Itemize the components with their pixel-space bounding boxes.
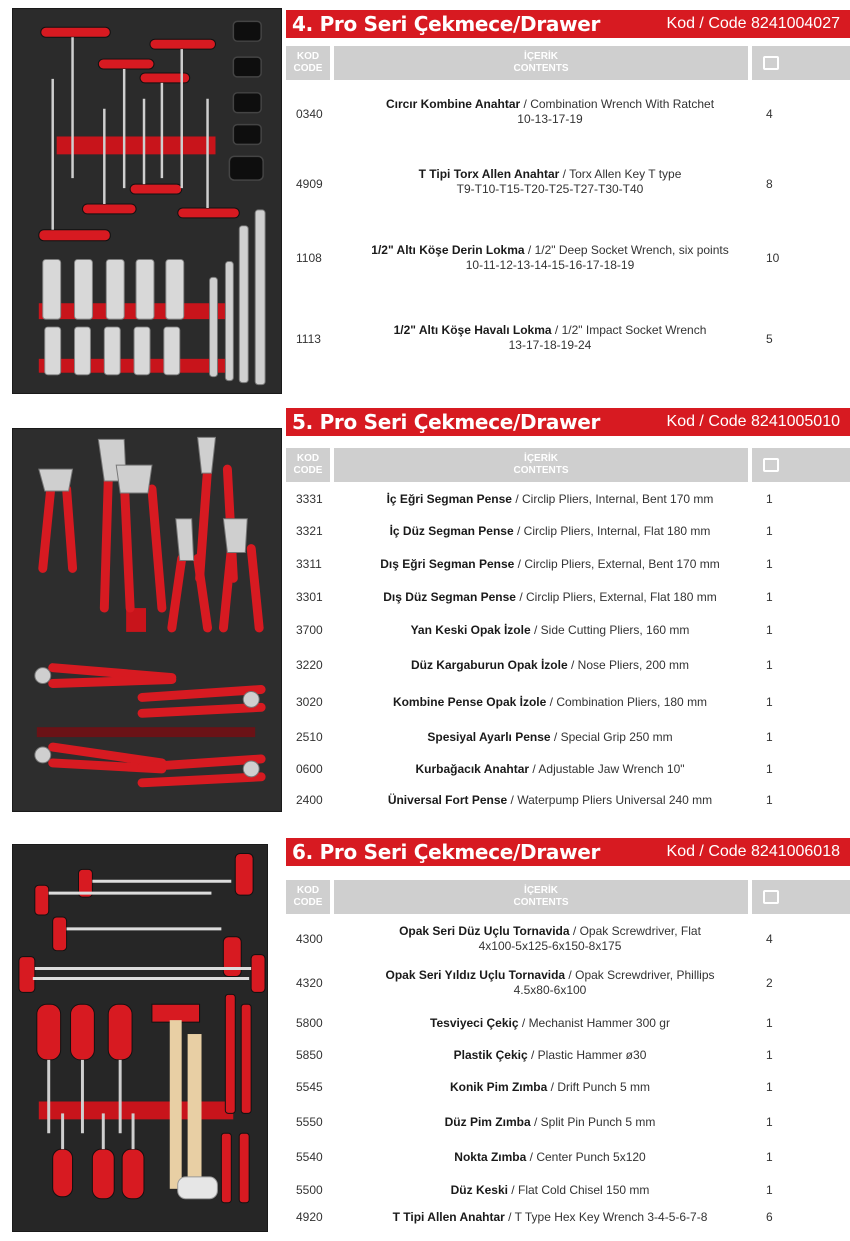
item-description: Cırcır Kombine Anahtar / Combination Wrench With Ratchet 10-13-17-19: [385, 97, 715, 126]
item-description: Plastik Çekiç / Plastic Hammer ø30: [453, 1048, 647, 1062]
item-code: 3301: [296, 590, 323, 604]
item-description: Düz Keski / Flat Cold Chisel 150 mm: [450, 1183, 650, 1197]
box-icon: [763, 56, 779, 70]
item-quantity: 1: [766, 762, 773, 776]
tool-drawer-photo-4: [12, 8, 282, 394]
item-description: 1/2" Altı Köşe Havalı Lokma / 1/2" Impact Socket Wrench 13-17-18-19-24: [393, 323, 707, 352]
item-quantity: 1: [766, 557, 773, 571]
item-code: 5850: [296, 1048, 323, 1062]
item-quantity: 2: [766, 976, 773, 990]
item-code: 3311: [296, 557, 322, 571]
item-description: Dış Düz Segman Pense / Circlip Pliers, External, Flat 180 mm: [383, 590, 717, 604]
item-code: 4920: [296, 1210, 323, 1224]
item-description: Kombine Pense Opak İzole / Combination Pliers, 180 mm: [392, 695, 708, 709]
item-description: Dış Eğri Segman Pense / Circlip Pliers, External, Bent 170 mm: [380, 557, 720, 571]
item-quantity: 1: [766, 1080, 773, 1094]
tool-drawer-photo-6: [12, 844, 268, 1232]
item-description: Tesviyeci Çekiç / Mechanist Hammer 300 gr: [430, 1016, 670, 1030]
item-quantity: 6: [766, 1210, 773, 1224]
item-description: T Tipi Allen Anahtar / T Type Hex Key Wrench 3-4-5-6-7-8: [392, 1210, 708, 1224]
item-code: 1113: [296, 332, 321, 346]
section-5-banner: [286, 408, 850, 436]
item-quantity: 8: [766, 177, 773, 191]
drawer-4-image: [13, 9, 281, 393]
item-code: 5550: [296, 1115, 323, 1129]
item-code: 3700: [296, 623, 323, 637]
header-icerik: İÇERİK CONTENTS: [334, 880, 748, 914]
header-icerik: İÇERİK CONTENTS: [334, 46, 748, 80]
item-quantity: 1: [766, 1183, 773, 1197]
item-quantity: 1: [766, 658, 773, 672]
drawer-6-image: [13, 845, 267, 1231]
item-description: T Tipi Torx Allen Anahtar / Torx Allen Key T type T9-T10-T15-T20-T25-T27-T30-T40: [418, 167, 682, 196]
item-description: Opak Seri Düz Uçlu Tornavida / Opak Screwdriver, Flat 4x100-5x125-6x150-8x175: [399, 924, 701, 953]
item-code: 3220: [296, 658, 323, 672]
section-title: 5. Pro Seri Çekmece/Drawer: [292, 410, 601, 434]
item-code: 1108: [296, 251, 322, 265]
table-header: [286, 880, 850, 914]
item-code: 4909: [296, 177, 323, 191]
item-quantity: 4: [766, 107, 773, 121]
item-quantity: 1: [766, 492, 773, 506]
item-quantity: 1: [766, 524, 773, 538]
drawer-5-image: [13, 429, 281, 811]
item-code: 2510: [296, 730, 323, 744]
item-code: 4320: [296, 976, 323, 990]
header-kod: KOD CODE: [286, 448, 330, 482]
item-description: İç Düz Segman Pense / Circlip Pliers, Internal, Flat 180 mm: [389, 524, 711, 538]
item-code: 3020: [296, 695, 323, 709]
item-description: Konik Pim Zımba / Drift Punch 5 mm: [449, 1080, 651, 1094]
section-code: Kod / Code 8241006018: [666, 843, 840, 860]
item-quantity: 10: [766, 251, 780, 265]
item-description: Opak Seri Yıldız Uçlu Tornavida / Opak Screwdriver, Phillips 4.5x80-6x100: [385, 968, 715, 997]
header-quantity: [752, 880, 850, 914]
header-kod: KOD CODE: [286, 880, 330, 914]
item-code: 3321: [296, 524, 323, 538]
section-6-banner: [286, 838, 850, 866]
section-code: Kod / Code 8241005010: [666, 413, 840, 430]
item-quantity: 1: [766, 793, 773, 807]
item-description: Nokta Zımba / Center Punch 5x120: [454, 1150, 646, 1164]
item-quantity: 1: [766, 730, 773, 744]
item-description: Düz Pim Zımba / Split Pin Punch 5 mm: [444, 1115, 656, 1129]
item-description: Spesiyal Ayarlı Pense / Special Grip 250 mm: [427, 730, 673, 744]
item-code: 4300: [296, 932, 323, 946]
header-quantity: [752, 46, 850, 80]
item-code: 3331: [296, 492, 323, 506]
item-description: 1/2" Altı Köşe Derin Lokma / 1/2" Deep Socket Wrench, six points 10-11-12-13-14-15-16-17-18-19: [371, 243, 729, 272]
section-title: 4. Pro Seri Çekmece/Drawer: [292, 12, 601, 36]
item-description: Üniversal Fort Pense / Waterpump Pliers Universal 240 mm: [387, 793, 713, 807]
item-code: 5545: [296, 1080, 323, 1094]
item-description: İç Eğri Segman Pense / Circlip Pliers, Internal, Bent 170 mm: [386, 492, 714, 506]
tool-drawer-photo-5: [12, 428, 282, 812]
item-quantity: 4: [766, 932, 773, 946]
item-code: 5800: [296, 1016, 323, 1030]
box-icon: [763, 458, 779, 472]
item-code: 0340: [296, 107, 323, 121]
item-code: 0600: [296, 762, 323, 776]
item-description: Yan Keski Opak İzole / Side Cutting Pliers, 160 mm: [410, 623, 690, 637]
table-header: [286, 448, 850, 482]
item-code: 5540: [296, 1150, 323, 1164]
section-code: Kod / Code 8241004027: [666, 15, 840, 32]
item-description: Düz Kargaburun Opak İzole / Nose Pliers, 200 mm: [410, 658, 690, 672]
section-title: 6. Pro Seri Çekmece/Drawer: [292, 840, 601, 864]
item-quantity: 1: [766, 1016, 773, 1030]
header-kod: KOD CODE: [286, 46, 330, 80]
item-quantity: 1: [766, 1115, 773, 1129]
table-header: [286, 46, 850, 80]
item-code: 5500: [296, 1183, 323, 1197]
item-quantity: 1: [766, 1150, 773, 1164]
item-quantity: 5: [766, 332, 773, 346]
item-description: Kurbağacık Anahtar / Adjustable Jaw Wrench 10": [415, 762, 685, 776]
item-quantity: 1: [766, 623, 773, 637]
header-icerik: İÇERİK CONTENTS: [334, 448, 748, 482]
item-code: 2400: [296, 793, 323, 807]
item-quantity: 1: [766, 1048, 773, 1062]
section-4-banner: [286, 10, 850, 38]
item-quantity: 1: [766, 590, 773, 604]
header-quantity: [752, 448, 850, 482]
item-quantity: 1: [766, 695, 773, 709]
box-icon: [763, 890, 779, 904]
